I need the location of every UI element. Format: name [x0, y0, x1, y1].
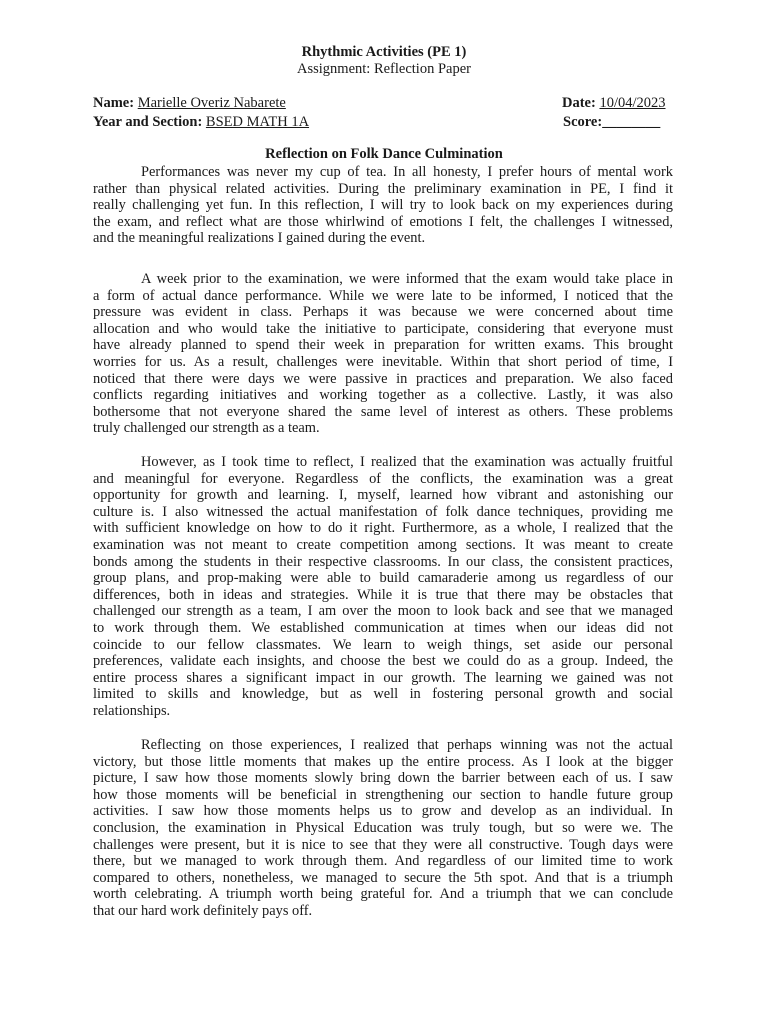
paragraph-line: with sufficient knowledge on how to do it right. Furthermore, as a whole, I realized that the — [93, 520, 673, 537]
paragraph-line: preferences, validate each insights, and choose the best we could do as a group. Indeed, the — [93, 653, 673, 670]
paragraph-line: bothersome that not everyone shared the same level of interest as others. These problems — [93, 403, 673, 420]
paragraph-line: conflicts regarding initiatives and working together as a collective. Lastly, it was also — [93, 387, 673, 404]
paragraph — [93, 164, 673, 247]
paragraph-line: really challenging yet fun. In this reflection, I will try to look back on my experiences during — [93, 197, 673, 214]
paragraph-line: how those moments will be beneficial in strengthening our section to handle future group — [93, 786, 673, 803]
paragraph-line: relationships. — [93, 702, 171, 719]
name-field — [93, 95, 286, 112]
paragraph-line: have already planned to spend their week in preparation for written exams. This brought — [93, 337, 673, 354]
name-label: Name: — [93, 95, 135, 111]
name-value: Marielle Overiz Nabarete — [137, 95, 286, 111]
score-field — [563, 114, 660, 131]
paragraph-line: bonds among the students in their respective classrooms. In our class, the consistent practices, — [93, 553, 673, 570]
paragraph-line: A week prior to the examination, we were informed that the exam would take place in — [141, 271, 673, 287]
paragraph-line: noticed that there were days we were passive in practices and preparation. We also faced — [93, 370, 673, 387]
assignment-subtitle: Assignment: Reflection Paper — [297, 61, 471, 77]
paragraph-line: limited to skills and knowledge, but as well in fostering personal growth and social — [93, 686, 673, 703]
paragraph-line: culture is. I also witnessed the actual manifestation of folk dance techniques, providing me — [93, 503, 673, 520]
paragraph-line: conclusion, the examination in Physical Education was truly tough, but so were we. The — [93, 819, 673, 836]
paragraph-line: rather than physical related activities. During the preliminary examination in PE, I find it — [93, 180, 673, 197]
paragraph — [93, 454, 673, 720]
score-label: Score: — [563, 114, 603, 130]
paragraph-line: coincide to our fellow classmates. We learn to weigh things, set aside our personal — [93, 636, 673, 653]
course-title: Rhythmic Activities (PE 1) — [301, 44, 467, 60]
paragraph-line: Performances was never my cup of tea. In all honesty, I prefer hours of mental work — [141, 164, 673, 180]
paragraph-line: there, but we managed to work through them. And regardless of our limited time to work — [93, 853, 673, 870]
paragraph-line: and meaningful for everyone. Regardless of the conflicts, the examination was a great — [93, 470, 673, 487]
paragraph-line: pressure was evident in class. Perhaps it was because we were concerned about time — [93, 304, 673, 321]
paragraph-line: the exam, and reflect what are those whirlwind of emotions I felt, the challenges I witnessed, — [93, 213, 673, 230]
paragraph-line: Reflecting on those experiences, I realized that perhaps winning was not the actual — [141, 737, 673, 753]
date-label: Date: — [562, 95, 596, 111]
paragraph-line: and the meaningful realizations I gained during the event. — [93, 230, 426, 247]
paragraph-line: compared to others, nonetheless, we managed to secure the 5th spot. And that is a triumph — [93, 869, 673, 886]
score-blank: ________ — [602, 114, 661, 130]
paragraph — [93, 737, 673, 920]
paragraph-line: group plans, and prop-making were able to build camaraderie among us regardless of our — [93, 570, 673, 587]
paragraph-line: examination was not meant to create competition among sections. It was meant to create — [93, 536, 673, 553]
paragraph-line: worries for us. As a result, challenges were inevitable. Within that short period of time, I — [93, 353, 673, 370]
paragraph-line: challenged our strength as a team, I am over the moon to look back and see that we managed — [93, 603, 673, 620]
paragraph-line: to work through them. We established communication at times when our ideas did not — [93, 619, 673, 636]
paragraph-line: activities. I saw how those moments helps us to grow and develop as an individual. In — [93, 803, 673, 820]
paragraph-line: opportunity for growth and learning. I, myself, learned how vibrant and astonishing our — [93, 487, 673, 504]
paragraph-line: that our hard work definitely pays off. — [93, 902, 313, 919]
paragraph-line: worth celebrating. A triumph worth being grateful for. And a triumph that we can conclude — [93, 886, 673, 903]
essay-heading: Reflection on Folk Dance Culmination — [265, 146, 503, 162]
paragraph-line: victory, but those little moments that makes up the entire process. As I look at the bigger — [93, 753, 673, 770]
paragraph-line: entire process shares a significant impact in our growth. The learning we gained was not — [93, 669, 673, 686]
section-label: Year and Section: — [93, 114, 203, 130]
paragraph-line: However, as I took time to reflect, I realized that the examination was actually fruitful — [141, 454, 673, 470]
paragraph-line: allocation and who would take the initiative to participate, considering that everyone must — [93, 320, 673, 337]
section-field — [93, 114, 309, 131]
paragraph-line: truly challenged our strength as a team. — [93, 420, 320, 437]
paragraph-line: picture, I saw how those moments slowly bring down the barrier between each of us. I saw — [93, 770, 673, 787]
date-value: 10/04/2023 — [599, 95, 666, 111]
date-field — [562, 95, 666, 112]
section-value: BSED MATH 1A — [205, 114, 310, 130]
paragraph-line: differences, both in ideas and strategies. While it is true that there may be obstacles that — [93, 586, 673, 603]
paragraph-line: challenges were present, but it is nice to see that they were all constructive. Tough days were — [93, 836, 673, 853]
paragraph-line: a form of actual dance performance. While we were late to be informed, I noticed that the — [93, 287, 673, 304]
paragraph — [93, 271, 673, 437]
